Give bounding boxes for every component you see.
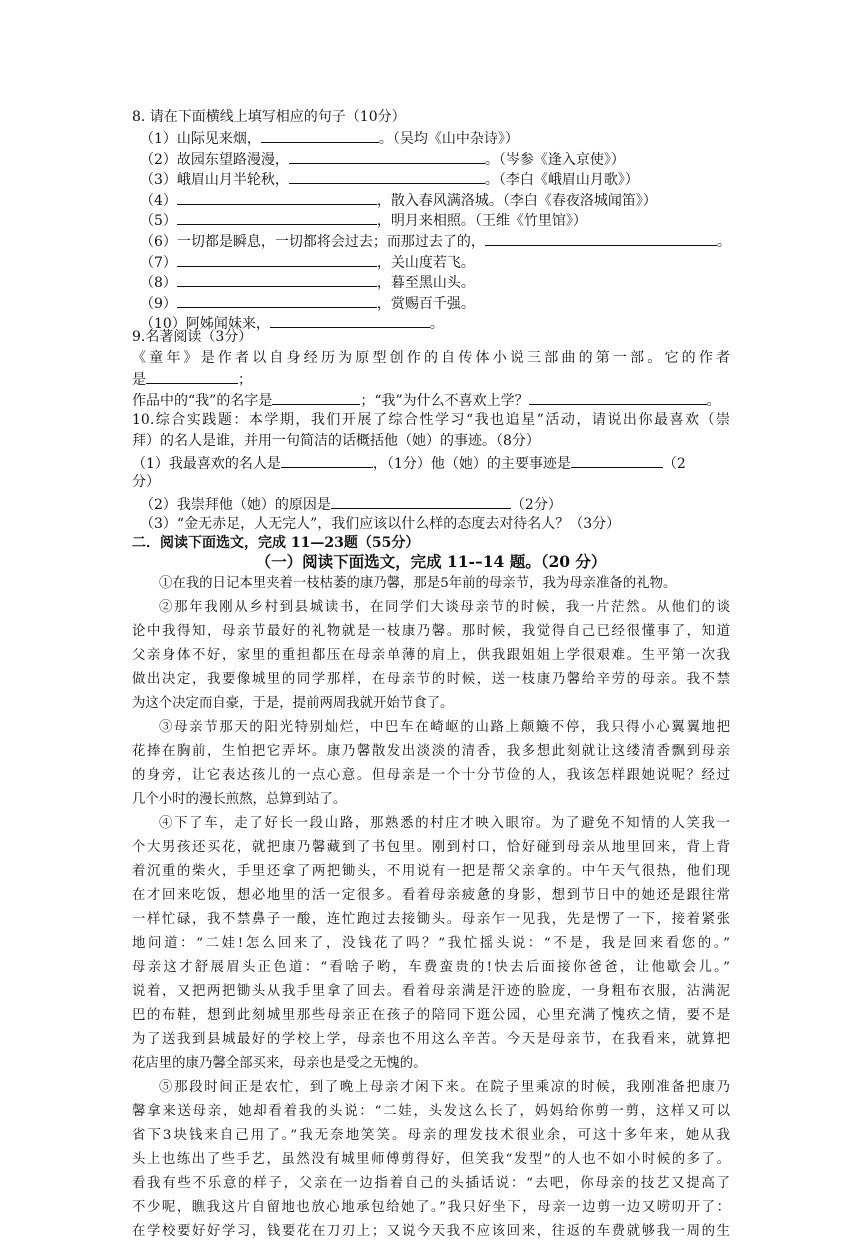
passage-line: 在才回来吃饭，想必地里的活一定很多。看着母亲疲惫的身影，想到节日中的她还是跟往常 [132, 888, 730, 903]
q8-answer-blank[interactable] [177, 209, 377, 225]
q10-sub2: （2）我崇拜他（她）的原因是 （2分） [140, 493, 562, 515]
q9-author-blank[interactable] [146, 368, 238, 384]
q8-item: （3）峨眉山月半轮秋， 。（李白《峨眉山月歌》） [140, 168, 639, 190]
passage-line: 论中我得知，母亲节最好的礼物就是一枝康乃馨。那时候，我觉得自己已经很懂事了，知道 [132, 624, 730, 639]
q10-sub3: （3）“金无赤足，人无完人”，我们应该以什么样的态度去对待名人？（3分） [140, 516, 621, 532]
q8-item: （8） ，暮至黑山头。 [140, 271, 475, 293]
q10-intro-2: 拜）的名人是谁，并用一句简洁的话概括他（她）的事迹。（8分） [132, 433, 540, 449]
q9-name-blank[interactable] [272, 389, 360, 405]
q9-reason-blank[interactable] [529, 389, 707, 405]
passage-line: 花店里的康乃馨全部买来，母亲也是受之无愧的。 [132, 1056, 427, 1071]
passage-line: 为这个决定而自豪，于是，提前两周我就开始节食了。 [132, 696, 454, 711]
passage-line: 省下3块钱来自己用了。”我无奈地笑笑。母亲的理发技术很业余，可这十多年来，她从我 [132, 1128, 730, 1143]
part2-heading: 二．阅读下面选文，完成 11—23题（55分） [132, 535, 420, 551]
passage-line: 个大男孩还买花，就把康乃馨藏到了书包里。刚到村口，恰好碰到母亲从地里回来，背上背 [132, 840, 730, 855]
q8-answer-blank[interactable] [485, 230, 717, 246]
q8-answer-blank[interactable] [177, 189, 377, 205]
q8-answer-blank[interactable] [177, 271, 377, 287]
passage-line: 地问道：“二娃!怎么回来了，没钱花了吗？”我忙摇头说：“不是，我是回来看您的。” [132, 936, 730, 951]
q8-item: （1）山际见来烟， 。（吴均《山中杂诗》） [140, 127, 519, 149]
passage-line: ①在我的日记本里夹着一枝枯萎的康乃馨，那是5年前的母亲节，我为母亲准备的礼物。 [159, 576, 677, 591]
passage-line: ④下了车，走了好长一段山路，那熟悉的村庄才映入眼帘。为了避免不知情的人笑我一 [159, 816, 730, 831]
section-1-title: （一）阅读下面选文，完成 11-–14 题。（20 分） [255, 552, 607, 571]
passage-line: 着沉重的柴火，手里还拿了两把锄头，不用说有一把是帮父亲拿的。中午天气很热，他们现 [132, 864, 730, 879]
passage-line: 的身旁，让它表达孩儿的一点心意。但母亲是一个十分节俭的人，我该怎样跟她说呢？经过 [132, 768, 730, 783]
q8-answer-blank[interactable] [177, 251, 377, 267]
q9-intro: 《童年》是作者以自身经历为原型创作的自传体小说三部曲的第一部。它的作者 [132, 350, 730, 366]
reading-passage [132, 572, 730, 1244]
q8-item: （2）故园东望路漫漫， 。（岑参《逢入京使》） [140, 148, 625, 170]
passage-line: 头上也练出了些手艺，虽然没有城里师傅剪得好，但笑我“发型”的人也不如小时候的多了。 [132, 1152, 730, 1167]
q10-intro: 10.综合实践题：本学期，我们开展了综合性学习“我也追星”活动，请说出你最喜欢（崇 [132, 412, 730, 428]
passage-line: 看我有些不乐意的样子，父亲在一边指着自己的头插话说：“去吧，你母亲的技艺又提高了 [132, 1176, 730, 1191]
q8-item: （4） ，散入春风满洛城。（李白《春夜洛城闻笛》） [140, 189, 657, 211]
q8-item: （9） ，赏赐百千强。 [140, 292, 475, 314]
q8-item: （6）一切都是瞬息，一切都将会过去；而那过去了的， 。 [140, 230, 731, 252]
passage-line: 馨拿来送母亲，她却看着我的头说：“二娃，头发这么长了，妈妈给你剪一剪，这样又可以 [132, 1104, 730, 1119]
passage-line: 父亲身体不好，家里的重担都压在母亲单薄的肩上，供我跟姐姐上学很艰难。生平第一次我 [132, 648, 730, 663]
q8-answer-blank[interactable] [177, 292, 377, 308]
passage-line: 几个小时的漫长煎熬，总算到站了。 [132, 792, 347, 807]
q8-answer-blank[interactable] [261, 127, 379, 143]
q10-sub1: （1）我最喜欢的名人是 ，（1分）他（她）的主要事迹是 （2 [132, 452, 686, 474]
passage-line: 母亲这才舒展眉头正色道：“看啥子哟，车费蛮贵的!快去后面接你爸爸，让他歇会儿。” [132, 960, 730, 975]
passage-line: 不少呢，瞧我这片自留地也放心地承包给她了。”我只好坐下，母亲一边剪一边又唠叨开了： [132, 1200, 730, 1215]
q9-title: 9.名著阅读（3分） [132, 329, 253, 345]
passage-line: 为了送我到县城最好的学校上学，母亲也不用这么辛苦。今天是母亲节，在我看来，就算把 [132, 1032, 730, 1047]
q10-admire-blank[interactable] [331, 493, 511, 509]
passage-line: 一样忙碌，我不禁鼻子一酸，连忙跑过去接锄头。母亲乍一见我，先是愣了一下，接着紧张 [132, 912, 730, 927]
q8-item: （5） ，明月来相照。（王维《竹里馆》） [140, 209, 587, 231]
q10-celebrity-blank[interactable] [281, 452, 373, 468]
q8-item: （10）阿姊闻妹来， 。 [140, 312, 444, 334]
passage-line: ⑤那段时间正是农忙，到了晚上母亲才闲下来。在院子里乘凉的时候，我刚准备把康乃 [159, 1080, 730, 1095]
q8-item: （7） ，关山度若飞。 [140, 251, 475, 273]
passage-line: ②那年我刚从乡村到县城读书，在同学们大谈母亲节的时候，我一片茫然。从他们的谈 [159, 600, 730, 615]
q8-answer-blank[interactable] [289, 168, 485, 184]
passage-line: 说着，又把两把锄头从我手里拿了回去。看着母亲满是汗迹的脸庞，一身粗布衣服，沾满泥 [132, 984, 730, 999]
q8-title: 8. 请在下面横线上填写相应的句子（10分） [132, 109, 406, 125]
q9-author-line: 是 ； [132, 368, 252, 390]
passage-line: 巴的布鞋，想到此刻城里那些母亲正在孩子的陪同下逛公园，心里充满了愧疚之情，要不是 [132, 1008, 730, 1023]
passage-line: 在学校要好好学习，钱要花在刀刃上；又说今天我不应该回来，往返的车费就够我一周的生 [132, 1224, 730, 1239]
q10-sub1-cont: 分） [132, 474, 160, 490]
passage-line: ③母亲节那天的阳光特别灿烂，中巴车在崎岖的山路上颠簸不停，我只得小心翼翼地把 [159, 720, 730, 735]
q8-answer-blank[interactable] [289, 148, 485, 164]
q9-name-line: 作品中的“我”的名字是 ；“我”为什么不喜欢上学？ 。 [132, 389, 721, 411]
q10-deeds-blank[interactable] [571, 452, 663, 468]
q8-answer-blank[interactable] [270, 312, 430, 328]
passage-line: 花捧在胸前，生怕把它弄坏。康乃馨散发出淡淡的清香，我多想此刻就让这缕清香飘到母亲 [132, 744, 730, 759]
passage-line: 做出决定，我要像城里的同学那样，在母亲节的时候，送一枝康乃馨给辛劳的母亲。我不禁 [132, 672, 730, 687]
